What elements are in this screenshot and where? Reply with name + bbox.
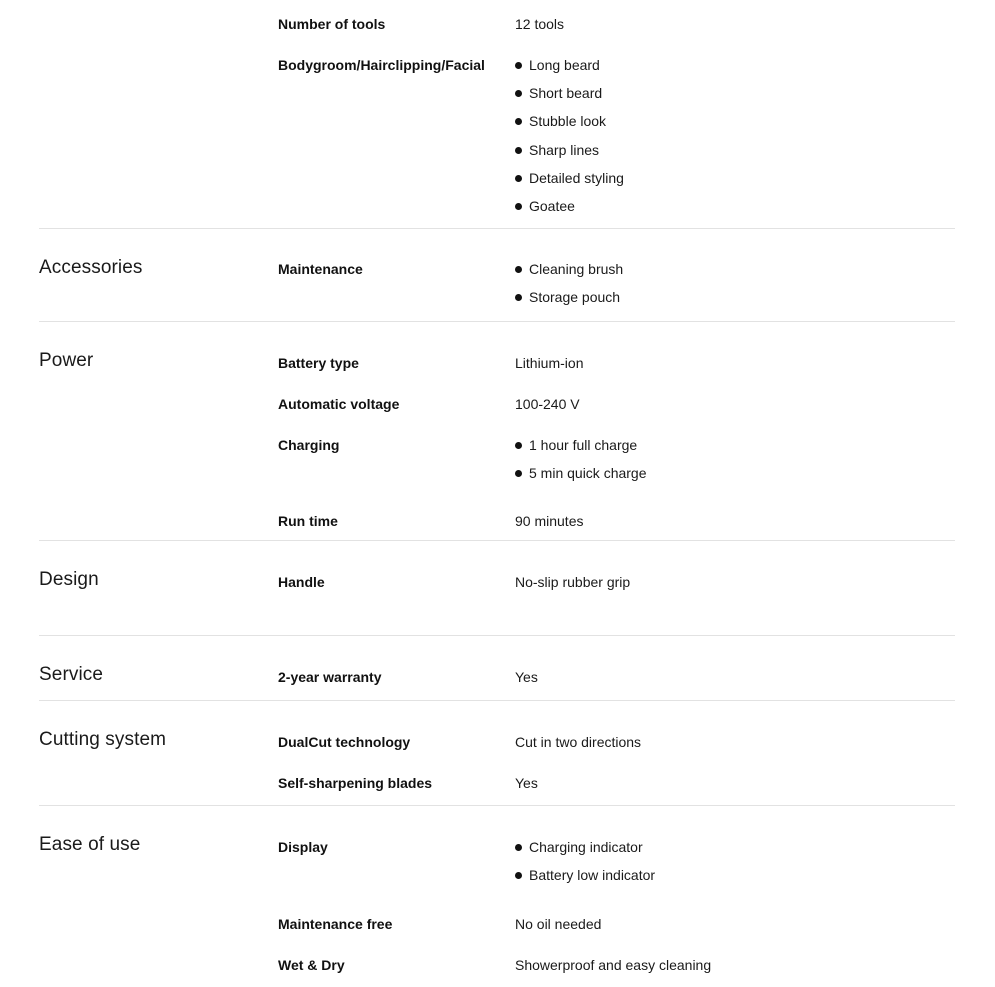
bullet-icon bbox=[515, 175, 522, 182]
section-title: Design bbox=[39, 569, 99, 590]
spec-label: Maintenance bbox=[278, 261, 363, 277]
spec-section-power bbox=[39, 322, 955, 541]
list-item: 5 min quick charge bbox=[515, 464, 647, 492]
spec-label: 2-year warranty bbox=[278, 669, 382, 685]
section-title: Ease of use bbox=[39, 834, 141, 855]
spec-value-list bbox=[515, 260, 623, 316]
spec-label: DualCut technology bbox=[278, 734, 411, 750]
list-item: 1 hour full charge bbox=[515, 436, 647, 464]
list-item: Stubble look bbox=[515, 112, 624, 140]
spec-label: Display bbox=[278, 839, 328, 855]
list-item: Detailed styling bbox=[515, 169, 624, 197]
list-item: Cleaning brush bbox=[515, 260, 623, 288]
bullet-icon bbox=[515, 844, 522, 851]
spec-value-list bbox=[515, 436, 647, 492]
section-title: Service bbox=[39, 664, 104, 685]
spec-section-accessories bbox=[39, 229, 955, 322]
spec-value: Lithium-ion bbox=[515, 355, 584, 371]
bullet-icon bbox=[515, 90, 522, 97]
spec-label: Automatic voltage bbox=[278, 396, 400, 412]
spec-section-design bbox=[39, 541, 955, 636]
spec-value: Yes bbox=[515, 669, 538, 685]
bullet-icon bbox=[515, 294, 522, 301]
spec-label: Handle bbox=[278, 574, 325, 590]
bullet-icon bbox=[515, 147, 522, 154]
spec-label: Battery type bbox=[278, 355, 359, 371]
spec-section-tools bbox=[39, 0, 955, 229]
bullet-icon bbox=[515, 203, 522, 210]
bullet-icon bbox=[515, 872, 522, 879]
bullet-icon bbox=[515, 470, 522, 477]
section-title: Power bbox=[39, 350, 94, 371]
bullet-icon bbox=[515, 118, 522, 125]
spec-label: Charging bbox=[278, 437, 340, 453]
section-title: Accessories bbox=[39, 257, 143, 278]
spec-label: Bodygroom/Hairclipping/Facial bbox=[278, 57, 485, 73]
spec-value: 12 tools bbox=[515, 16, 565, 32]
list-item: Goatee bbox=[515, 197, 624, 225]
spec-value: 90 minutes bbox=[515, 513, 584, 529]
spec-label: Run time bbox=[278, 513, 338, 529]
spec-label: Wet & Dry bbox=[278, 957, 345, 973]
spec-value: Cut in two directions bbox=[515, 734, 642, 750]
spec-value: Yes bbox=[515, 775, 538, 791]
list-item: Charging indicator bbox=[515, 838, 655, 866]
list-item: Storage pouch bbox=[515, 288, 623, 316]
spec-value: 100-240 V bbox=[515, 396, 580, 412]
spec-value: No-slip rubber grip bbox=[515, 574, 631, 590]
section-title: Cutting system bbox=[39, 729, 167, 750]
spec-section-service bbox=[39, 636, 955, 701]
spec-section-ease-of-use bbox=[39, 806, 955, 987]
list-item: Sharp lines bbox=[515, 141, 624, 169]
list-item: Battery low indicator bbox=[515, 866, 655, 894]
spec-label: Number of tools bbox=[278, 16, 386, 32]
spec-section-cutting-system bbox=[39, 701, 955, 806]
spec-value-list bbox=[515, 838, 655, 894]
spec-value-list bbox=[515, 56, 624, 225]
bullet-icon bbox=[515, 266, 522, 273]
spec-label: Self-sharpening blades bbox=[278, 775, 433, 791]
spec-value: Showerproof and easy cleaning bbox=[515, 957, 712, 973]
bullet-icon bbox=[515, 442, 522, 449]
list-item: Short beard bbox=[515, 84, 624, 112]
spec-label: Maintenance free bbox=[278, 916, 393, 932]
list-item: Long beard bbox=[515, 56, 624, 84]
spec-value: No oil needed bbox=[515, 916, 602, 932]
bullet-icon bbox=[515, 62, 522, 69]
